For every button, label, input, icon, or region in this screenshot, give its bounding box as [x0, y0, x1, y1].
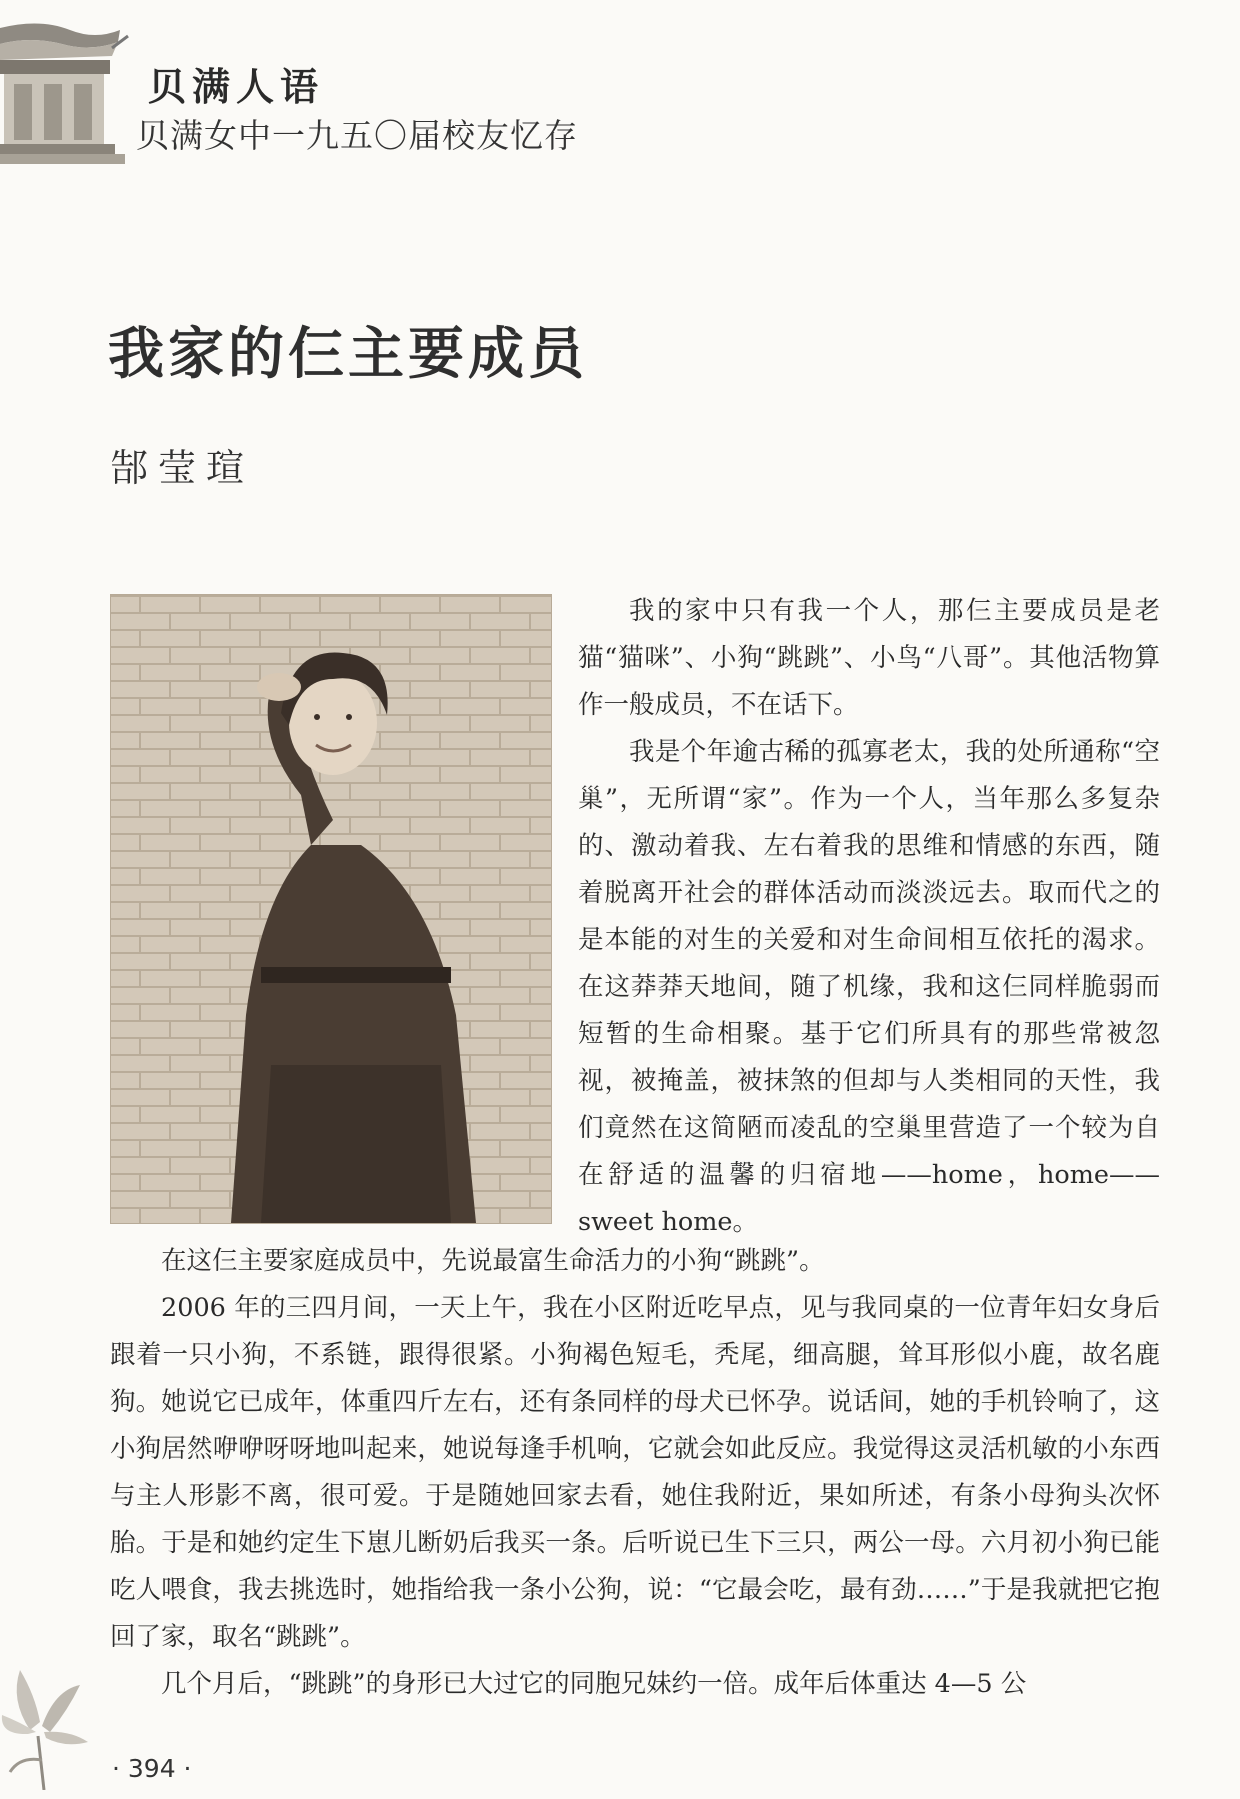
building-illustration: [0, 0, 135, 170]
article-body-right-column: [578, 588, 1160, 1246]
paragraph-2: 我是个年逾古稀的孤寡老太，我的处所通称“空巢”，无所谓“家”。作为一个人，当年那么多复杂的、激动着我、左右着我的思维和情感的东西，随着脱离开社会的群体活动而淡淡远去。取而代之的是本能的对生的关爱和对生命间相互依托的渴求。在这莽莽天地间，随了机缘，我和这仨同样脆弱而短暂的生命相聚。基于它们所具有的那些常被忽视，被掩盖，被抹煞的但却与人类相同的天性，我们竟然在这简陋而凌乱的空巢里营造了一个较为自在舒适的温馨的归宿地——home，home——sweet home。: [578, 737, 1160, 1237]
paragraph-1: 我的家中只有我一个人，那仨主要成员是老猫“猫咪”、小狗“跳跳”、小鸟“八哥”。其他活物算作一般成员，不在话下。: [578, 596, 1160, 720]
paragraph-4: 2006 年的三四月间，一天上午，我在小区附近吃早点，见与我同桌的一位青年妇女身后跟着一只小狗，不系链，跟得很紧。小狗褐色短毛，秃尾，细高腿，耸耳形似小鹿，故名鹿狗。她说它已成年，体重四斤左右，还有条同样的母犬已怀孕。说话间，她的手机铃响了，这小狗居然咿咿呀呀地叫起来，她说每逢手机响，它就会如此反应。我觉得这灵活机敏的小东西与主人形影不离，很可爱。于是随她回家去看，她住我附近，果如所述，有条小母狗头次怀胎。于是和她约定生下崽儿断奶后我买一条。后听说已生下三只，两公一母。六月初小狗已能吃人喂食，我去挑选时，她指给我一条小公狗，说：“它最会吃，最有劲……”于是我就把它抱回了家，取名“跳跳”。: [110, 1293, 1160, 1652]
series-title: 贝满人语: [148, 65, 325, 109]
lily-flower-illustration: [0, 1660, 95, 1790]
article-title: 我家的仨主要成员: [108, 322, 588, 387]
author-name: 郜莹瑄: [110, 446, 255, 490]
article-body-full-width: [110, 1238, 1160, 1708]
series-subtitle: 贝满女中一九五〇届校友忆存: [136, 116, 578, 155]
page-number: · 394 ·: [112, 1754, 192, 1783]
portrait-photo: [110, 594, 552, 1224]
paragraph-3: 在这仨主要家庭成员中，先说最富生命活力的小狗“跳跳”。: [161, 1246, 825, 1276]
paragraph-5: 几个月后，“跳跳”的身形已大过它的同胞兄妹约一倍。成年后体重达 4—5 公: [161, 1669, 1027, 1699]
